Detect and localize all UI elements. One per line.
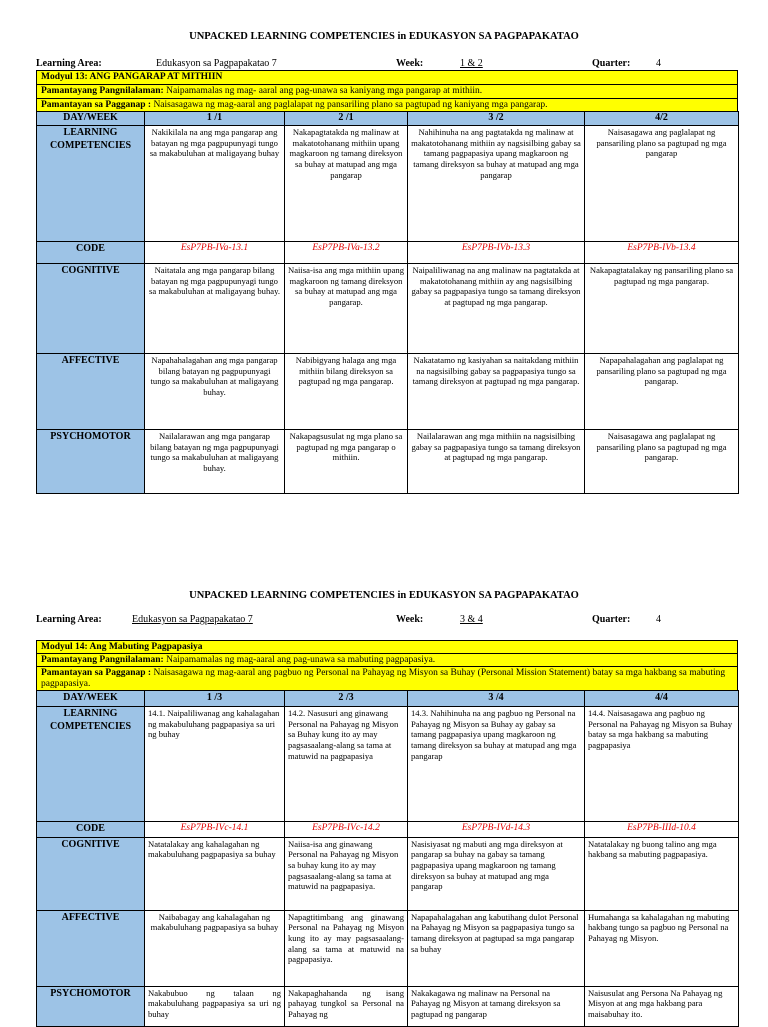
row-header-lc: LEARNING COMPETENCIES [37, 707, 145, 822]
day-week-header: DAY/WEEK [37, 112, 145, 126]
pp-label: Pamantayang Pangnilalaman: [41, 655, 164, 665]
week-value: 3 & 4 [460, 614, 483, 625]
code-row [37, 242, 739, 264]
row-header-lc: LEARNING COMPETENCIES [37, 126, 145, 242]
modyul-title: Modyul 14: Ang Mabuting Pagpapasiya [36, 640, 738, 653]
cognitive-cell: Natatalakay ang kahalagahan ng makabuluhang pagpapasiya sa buhay [145, 837, 285, 910]
learning-competencies-row [37, 126, 739, 242]
lc-cell: Naisasagawa ang paglalapat ng pansariling plano sa pagtupad ng mga pangarap [585, 126, 739, 242]
cognitive-cell: Natatalakay ng buong talino ang mga hakbang sa mabuting pagpapasiya. [585, 837, 739, 910]
cognitive-cell: Naiisa-isa ang mga mithiin upang magkaroon ng tamang direksyon sa buhay at matupad ang mga pangarap. [285, 264, 408, 354]
row-header-affective: AFFECTIVE [37, 354, 145, 430]
code-cell: EsP7PB-IVd-14.3 [408, 822, 585, 838]
code-cell: EsP7PB-IVb-13.4 [585, 242, 739, 264]
lc-cell: 14.2. Nasusuri ang ginawang Personal na Pahayag ng Misyon sa Buhay kung ito ay may pagsasaalang-alang sa tama at matuwid na pagpapasiya [285, 707, 408, 822]
row-header-code: CODE [37, 242, 145, 264]
psychomotor-cell: Naisasagawa ang paglalapat ng pansariling plano sa pagtupad ng mga pangarap. [585, 430, 739, 494]
learning-area-value: Edukasyon sa Pagpapakatao 7 [132, 614, 253, 625]
quarter-value: 4 [656, 58, 661, 69]
day-week-row [37, 691, 739, 707]
document-title: UNPACKED LEARNING COMPETENCIES in EDUKASYON SA PAGPAPAKATAO [189, 590, 579, 601]
pamantayan-sa-pagganap [36, 666, 738, 690]
cognitive-cell: Nasisiyasat ng mabuti ang mga direksyon at pangarap sa buhay na gabay sa tamang pagpapasiya upang magkaroon ng tamang direksyon sa buhay at matupad ang mga pangarap [408, 837, 585, 910]
affective-row [37, 354, 739, 430]
cognitive-cell: Naiisa-isa ang ginawang Personal na Pahayag ng Misyon sa buhay kung ito ay may pagsasaalang-alang sa tama at matuwid na pagpapasiya. [285, 837, 408, 910]
psychomotor-row [37, 430, 739, 494]
code-cell: EsP7PB-IVc-14.2 [285, 822, 408, 838]
psychomotor-cell: Nailalarawan ang mga pangarap bilang batayan ng mga pagpupunyagi tungo sa makabuluhan at maligayang buhay. [145, 430, 285, 494]
code-cell: EsP7PB-IVb-13.3 [408, 242, 585, 264]
week-value: 1 & 2 [460, 58, 483, 69]
affective-row [37, 910, 739, 986]
code-cell: EsP7PB-IVa-13.1 [145, 242, 285, 264]
pg-label: Pamantayan sa Pagganap : [41, 100, 152, 110]
pamantayang-pangnilalaman [36, 84, 738, 98]
pg-text: Naisasagawa ng mag-aaral ang pagbuo ng Personal na Pahayag ng Misyon sa Buhay (Personal Mission Statement) batay sa mga hakbang sa mabuting pagpapasiya. [41, 668, 726, 690]
day-header: 2 /3 [285, 691, 408, 707]
psychomotor-cell: Naisusulat ang Persona Na Pahayag ng Misyon at ang mga hakbang para maisabuhay ito. [585, 986, 739, 1026]
competencies-table [36, 111, 739, 494]
quarter-label: Quarter: [592, 614, 631, 625]
affective-cell: Nakatatamo ng kasiyahan sa naitakdang mithiin na nagsisilbing gabay sa pagpapasiya tungo sa tamang direksyon at pagtupad ng mga pangarap. [408, 354, 585, 430]
day-header: 1 /3 [145, 691, 285, 707]
pg-label: Pamantayan sa Pagganap : [41, 668, 152, 678]
affective-cell: Humahanga sa kahalagahan ng mabuting hakbang tungo sa pagbuo ng Personal na Pahayag ng Misyon. [585, 910, 739, 986]
learning-area-value: Edukasyon sa Pagpapakatao 7 [156, 58, 277, 69]
code-cell: EsP7PB-IVc-14.1 [145, 822, 285, 838]
quarter-value: 4 [656, 614, 661, 625]
lc-cell: Nakapagtatakda ng malinaw at makatotohanang mithiin upang magkaroon ng tamang direksyon sa buhay at matupad ang mga pangarap [285, 126, 408, 242]
psychomotor-cell: Nakapaghahanda ng isang pahayag tungkol sa Personal na Pahayag ng [285, 986, 408, 1026]
affective-cell: Napapahalagahan ang kabutihang dulot Personal na Pahayag ng Misyon sa pagpapasiya tungo sa tamang direksyon at pagtupad sa mga pangarap sa buhay [408, 910, 585, 986]
learning-area-label: Learning Area: [36, 58, 102, 69]
code-cell: EsP7PB-IIId-10.4 [585, 822, 739, 838]
pp-text: Naipamamalas ng mag-aaral ang pag-unawa sa mabuting pagpapasiya. [166, 655, 436, 665]
row-header-cognitive: COGNITIVE [37, 837, 145, 910]
modyul-title: Modyul 13: ANG PANGARAP AT MITHIIN [36, 70, 738, 84]
psychomotor-cell: Nakapagsusulat ng mga plano sa pagtupad ng mga pangarap o mithiin. [285, 430, 408, 494]
lc-cell: 14.1. Naipaliliwanag ang kahalagahan ng makabuluhang pagpapasiya sa uri ng buhay [145, 707, 285, 822]
day-header: 2 /1 [285, 112, 408, 126]
quarter-label: Quarter: [592, 58, 631, 69]
lc-cell: 14.4. Naisasagawa ang pagbuo ng Personal na Pahayag ng Misyon sa Buhay batay sa mga hakbang sa mabuting pagpapasiya [585, 707, 739, 822]
psychomotor-cell: Nakakagawa ng malinaw na Personal na Pahayag ng Misyon at tamang direksyon sa pagtupad ng pangarap [408, 986, 585, 1026]
week-label: Week: [396, 614, 424, 625]
header-meta [36, 614, 736, 628]
psychomotor-cell: Nailalarawan ang mga mithiin na nagsisilbing gabay sa pagpapasiya tungo sa tamang direksyon at pagtupad ng mga pangarap. [408, 430, 585, 494]
competencies-table [36, 690, 739, 1027]
affective-cell: Napapahalagahan ang paglalapat ng pansariling plano sa pagtupad ng mga pangarap. [585, 354, 739, 430]
pp-text: Naipamamalas ng mag- aaral ang pag-unawa sa kaniyang mga pangarap at mithiin. [166, 86, 483, 96]
lc-cell: Nakikilala na ang mga pangarap ang batayan ng mga pagpupunyagi tungo sa makabuluhan at maligayang buhay [145, 126, 285, 242]
document-title: UNPACKED LEARNING COMPETENCIES in EDUKASYON SA PAGPAPAKATAO [189, 31, 579, 42]
day-header: 4/2 [585, 112, 739, 126]
affective-cell: Napahahalagahan ang mga pangarap bilang batayan ng pagpupunyagi tungo sa makabuluhan at maligayang buhay. [145, 354, 285, 430]
day-week-header: DAY/WEEK [37, 691, 145, 707]
day-header: 3 /2 [408, 112, 585, 126]
row-header-cognitive: COGNITIVE [37, 264, 145, 354]
row-header-affective: AFFECTIVE [37, 910, 145, 986]
pg-text: Naisasagawa ng mag-aaral ang paglalapat ng pansariling plano sa pagtupad ng kaniyang mga pangarap. [153, 100, 548, 110]
row-header-psychomotor: PSYCHOMOTOR [37, 430, 145, 494]
week-label: Week: [396, 58, 424, 69]
lc-cell: 14.3. Nahihinuha na ang pagbuo ng Personal na Pahayag ng Misyon sa Buhay ay gabay sa tamang pagpapasiya upang magkaroon ng tamang direksyon sa buhay at matupad ang mga pangarap [408, 707, 585, 822]
cognitive-cell: Nakapagtatalakay ng pansariling plano sa pagtupad ng mga pangarap. [585, 264, 739, 354]
cognitive-row [37, 264, 739, 354]
affective-cell: Napagtitimbang ang ginawang Personal na Pahayag ng Misyon kung ito ay may pagsasaalang-alang sa tama at matuwid na pagpapasiya. [285, 910, 408, 986]
pamantayan-sa-pagganap [36, 98, 738, 111]
cognitive-cell: Naipaliliwanag na ang malinaw na pagtatakda at makatotohanang mithiin ay ang nagsisilbing gabay sa pagpapasiya tungo sa tamang direksyon at pagtupad ng mga pangarap. [408, 264, 585, 354]
psychomotor-cell: Nakabubuo ng talaan ng makabuluhang pagpapasiya sa uri ng buhay [145, 986, 285, 1026]
day-header: 1 /1 [145, 112, 285, 126]
code-row [37, 822, 739, 838]
learning-competencies-row [37, 707, 739, 822]
cognitive-cell: Naitatala ang mga pangarap bilang batayan ng mga pagpupunyagi tungo sa makabuluhan at maligayang buhay. [145, 264, 285, 354]
affective-cell: Naibabagay ang kahalagahan ng makabuluhang pagpapasiya sa buhay [145, 910, 285, 986]
row-header-code: CODE [37, 822, 145, 838]
pp-label: Pamantayang Pangnilalaman: [41, 86, 164, 96]
code-cell: EsP7PB-IVa-13.2 [285, 242, 408, 264]
day-week-row [37, 112, 739, 126]
day-header: 3 /4 [408, 691, 585, 707]
affective-cell: Nabibigyang halaga ang mga mithiin bilang direksyon sa pagtupad ng mga pangarap. [285, 354, 408, 430]
psychomotor-row [37, 986, 739, 1026]
learning-area-label: Learning Area: [36, 614, 102, 625]
cognitive-row [37, 837, 739, 910]
pamantayang-pangnilalaman [36, 653, 738, 666]
day-header: 4/4 [585, 691, 739, 707]
lc-cell: Nahihinuha na ang pagtatakda ng malinaw at makatotohanang mithiin ay nagsisilbing gabay sa tamang pagpapasiya upang magkaroon ng tamang direksyon sa buhay at matupad ang mga pangarap [408, 126, 585, 242]
row-header-psychomotor: PSYCHOMOTOR [37, 986, 145, 1026]
